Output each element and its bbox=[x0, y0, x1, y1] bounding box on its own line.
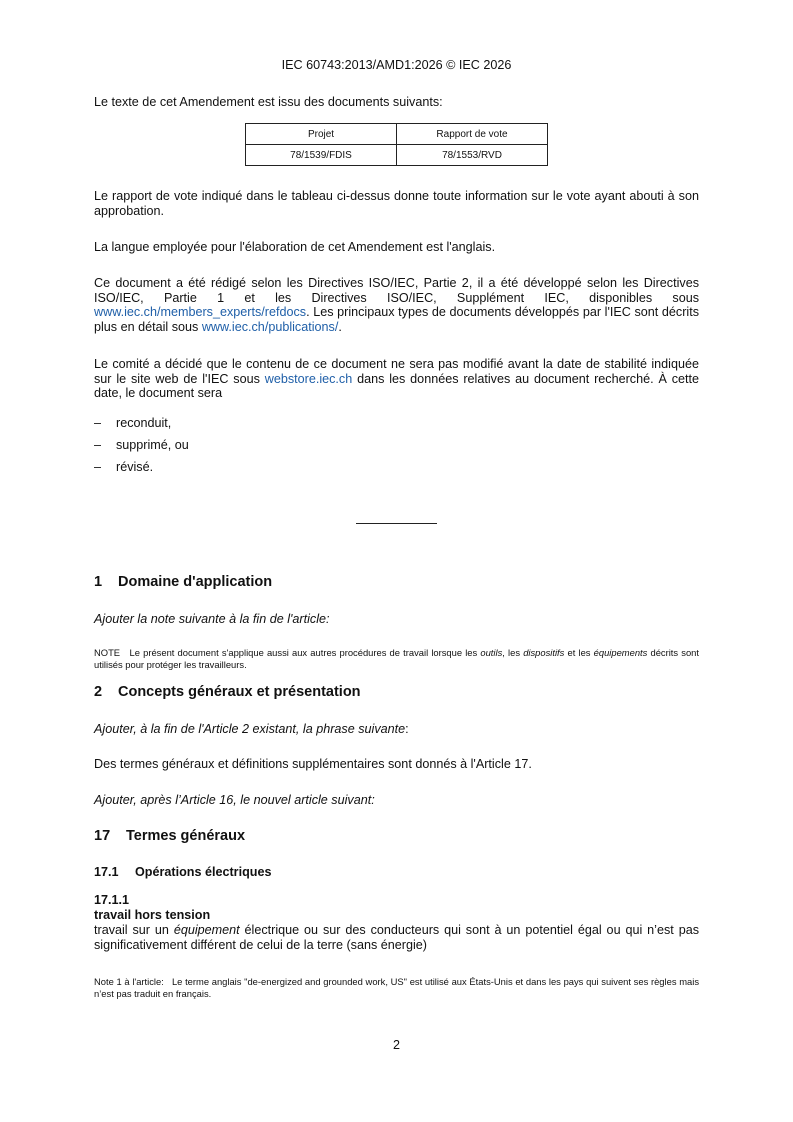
section-2-instruction bbox=[94, 722, 699, 737]
language-paragraph: La langue employée pour l'élaboration de cet Amendement est l'anglais. bbox=[94, 240, 496, 254]
section-2-text: Des termes généraux et définitions supplémentaires sont donnés à l'Article 17. bbox=[94, 757, 532, 771]
subsection-17-1-heading bbox=[94, 865, 271, 879]
dash-marker: – bbox=[94, 416, 102, 430]
committee-text-2: dans les données relatives au document recherché. À cette date, le document sera bbox=[94, 371, 699, 400]
note-text: , les bbox=[502, 647, 524, 658]
note-text: Le présent document s'applique aussi aux autres procédures de travail lorsque les bbox=[129, 647, 481, 658]
instruction-text: Ajouter, à la fin de l'Article 2 existant, la phrase suivante bbox=[94, 722, 406, 736]
table-header-row bbox=[246, 124, 548, 145]
note-term: dispositifs bbox=[523, 647, 565, 658]
section-1-note bbox=[94, 647, 699, 670]
section-17-heading bbox=[94, 828, 245, 844]
note-text: décrits sont utilisés pour protéger les travailleurs. bbox=[94, 647, 699, 670]
page-header: IEC 60743:2013/AMD1:2026 © IEC 2026 bbox=[281, 58, 512, 72]
table-header-cell: Projet bbox=[246, 124, 397, 145]
refdocs-link[interactable]: www.iec.ch/members_experts/refdocs bbox=[94, 305, 307, 319]
section-number: 1 bbox=[94, 574, 103, 590]
list-item-text: reconduit, bbox=[116, 416, 172, 430]
directives-text-3: . bbox=[338, 319, 342, 334]
committee-text-1: Le comité a décidé que le contenu de ce document ne sera pas modifié avant la date de stabilité indiquée sur le site web de l'IEC sous bbox=[94, 357, 699, 386]
webstore-link[interactable]: webstore.iec.ch bbox=[264, 371, 353, 386]
term-note bbox=[94, 976, 699, 999]
list-item-text: révisé. bbox=[116, 460, 154, 474]
note-text: Le terme anglais "de-energized and grounded work, US" est utilisé aux États-Unis et dans les pays qui suivent ses règles mais n’est pas traduit en français. bbox=[94, 976, 700, 999]
note-label: Note 1 à l'article: bbox=[94, 976, 164, 987]
section-number: 17 bbox=[94, 828, 111, 844]
list-item-text: supprimé, ou bbox=[116, 438, 189, 452]
instruction-colon: : bbox=[405, 722, 409, 736]
section-title: Domaine d'application bbox=[118, 574, 273, 590]
section-1-instruction: Ajouter la note suivante à la fin de l'article: bbox=[94, 612, 330, 626]
list-item bbox=[94, 460, 153, 474]
section-1-heading bbox=[94, 574, 272, 590]
term-title: travail hors tension bbox=[94, 908, 211, 922]
directives-paragraph bbox=[94, 276, 699, 334]
section-divider bbox=[356, 523, 437, 524]
term-number: 17.1.1 bbox=[94, 893, 130, 907]
table-cell: 78/1553/RVD bbox=[397, 145, 548, 166]
section-title: Concepts généraux et présentation bbox=[118, 684, 361, 700]
subsection-number: 17.1 bbox=[94, 865, 119, 879]
table-cell: 78/1539/FDIS bbox=[246, 145, 397, 166]
section-2-heading bbox=[94, 684, 361, 700]
definition-term: équipement bbox=[173, 923, 240, 937]
dash-marker: – bbox=[94, 438, 102, 452]
definition-text: électrique ou sur des conducteurs qui sont à un potentiel égal ou qui n’est pas significativement différent de celui de la terre (sans énergie) bbox=[94, 923, 699, 952]
note-text: et les bbox=[564, 647, 594, 658]
definition-text: travail sur un bbox=[94, 923, 174, 937]
table-row bbox=[246, 145, 548, 166]
publications-link[interactable]: www.iec.ch/publications/ bbox=[201, 319, 339, 334]
committee-paragraph bbox=[94, 357, 699, 401]
directives-text-1: Ce document a été rédigé selon les Directives ISO/IEC, Partie 2, il a été développé selon les Directives ISO/IEC, Partie 1 et les Directives ISO/IEC, Supplément IEC, disponibles sous bbox=[94, 276, 699, 305]
directives-text-2: . Les principaux types de documents développés par l'IEC sont décrits plus en détail sous bbox=[94, 305, 699, 334]
section-2-instruction-2: Ajouter, après l’Article 16, le nouvel article suivant: bbox=[94, 793, 375, 807]
dash-marker: – bbox=[94, 460, 102, 474]
list-item bbox=[94, 416, 171, 430]
term-definition bbox=[94, 923, 699, 952]
section-title: Termes généraux bbox=[126, 828, 246, 844]
note-term: outils bbox=[480, 647, 503, 658]
list-item bbox=[94, 438, 189, 452]
subsection-title: Opérations électriques bbox=[135, 865, 272, 879]
section-number: 2 bbox=[94, 684, 103, 700]
vote-paragraph: Le rapport de vote indiqué dans le tableau ci-dessus donne toute information sur le vote ayant abouti à son approbation. bbox=[94, 189, 699, 218]
table-header-cell: Rapport de vote bbox=[397, 124, 548, 145]
note-label: NOTE bbox=[94, 647, 121, 658]
page-number: 2 bbox=[392, 1038, 400, 1052]
vote-table bbox=[245, 123, 548, 166]
note-term: équipements bbox=[593, 647, 648, 658]
intro-text: Le texte de cet Amendement est issu des documents suivants: bbox=[94, 95, 443, 109]
